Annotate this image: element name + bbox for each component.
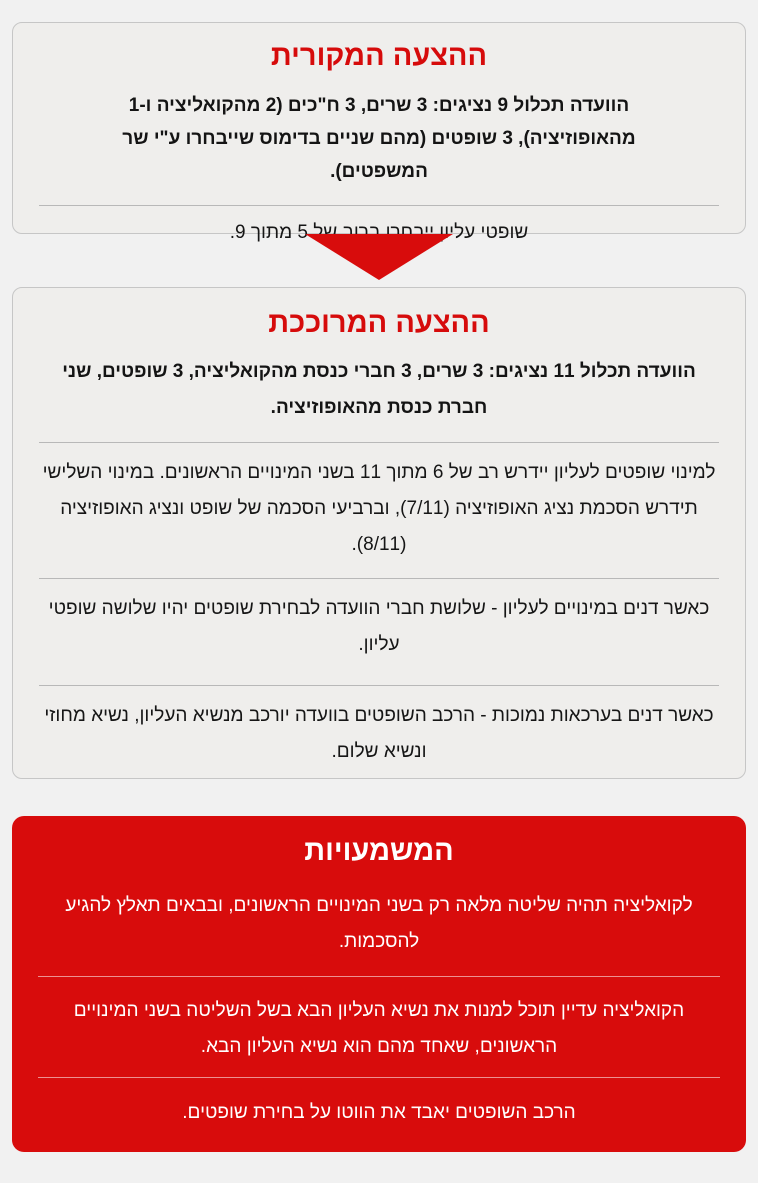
divider [39, 205, 719, 206]
original-composition: הוועדה תכלול 9 נציגים: 3 שרים, 3 ח"כים (2 מהקואליציה ו-1 מהאופוזיציה), 3 שופטים (מהם שניים בדימוס שייבחרו ע"י שר המשפטים). [122, 95, 636, 182]
revised-point: כאשר דנים במינויים לעליון - שלושת חברי הוועדה לבחירת שופטים יהיו שלושה שופטי עליון. [48, 598, 710, 655]
original-proposal-card [12, 22, 746, 243]
implication-point: הקואליציה עדיין תוכל למנות את נשיא העליון הבא בשל השליטה בשני המינויים הראשונים, שאחד מהם הוא נשיא העליון הבא. [73, 1000, 685, 1057]
revised-point: כאשר דנים בערכאות נמוכות - הרכב השופטים בוועדה יורכב מנשיא העליון, נשיא מחוזי ונשיא שלום. [44, 705, 714, 762]
divider [38, 1077, 720, 1078]
divider [39, 442, 719, 443]
down-arrow-icon [305, 234, 453, 280]
revised-point: למינוי שופטים לעליון יידרש רב של 6 מתוך 11 בשני המינויים הראשונים. במינוי השלישי תידרש הסכמת נציג האופוזיציה (7/11), וברביעי הסכמה של שופט ונציג האופוזיציה (8/11). [42, 462, 716, 555]
implications-card [12, 816, 746, 1152]
implications-title: המשמעויות [304, 835, 454, 867]
revised-composition: הוועדה תכלול 11 נציגים: 3 שרים, 3 חברי כנסת מהקואליציה, 3 שופטים, שני חברת כנסת מהאופוזיציה. [62, 361, 696, 418]
divider [39, 578, 719, 579]
divider [39, 685, 719, 686]
original-proposal-title: ההצעה המקורית [270, 40, 488, 72]
divider [38, 976, 720, 977]
implication-point: הרכב השופטים יאבד את הווטו על בחירת שופטים. [182, 1102, 576, 1123]
revised-proposal-card [12, 287, 746, 779]
revised-proposal-title: ההצעה המרוככת [268, 307, 490, 339]
original-point: שופטי עליון ייבחרו ברוב של 5 מתוך 9. [229, 222, 529, 243]
implication-point: לקואליציה תהיה שליטה מלאה רק בשני המינויים הראשונים, ובבאים תאלץ להגיע להסכמות. [65, 895, 693, 952]
